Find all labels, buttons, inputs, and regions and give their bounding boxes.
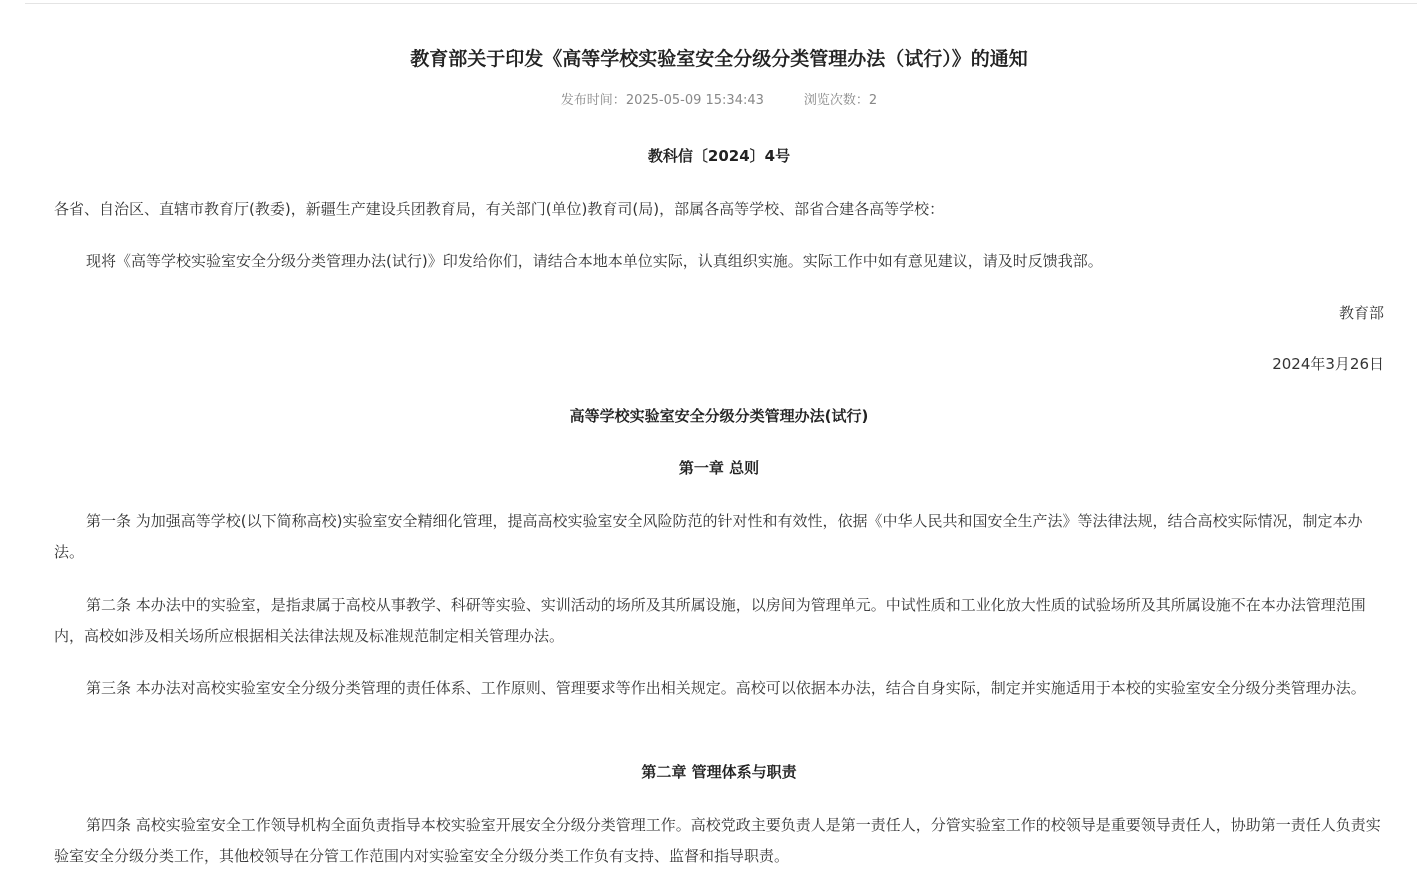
article-title: 教育部关于印发《高等学校实验室安全分级分类管理办法（试行）》的通知 — [410, 48, 1028, 70]
article-meta — [54, 90, 1384, 112]
article-4-paragraph: 第四条 高校实验室安全工作领导机构全面负责指导本校实验室开展安全分级分类管理工作。高校党政主要负责人是第一责任人，分管实验室工作的校领导是重要领导责任人，协助第一责任人负责实验室安全分级分类工作，其他校领导在分管工作范围内对实验室安全分级分类工作负有支持、监督和指导职责。 — [54, 816, 1381, 865]
top-divider — [25, 3, 1417, 4]
view-count-label: 浏览次数： — [803, 93, 869, 108]
notice-body-paragraph: 现将《高等学校实验室安全分级分类管理办法(试行)》印发给你们，请结合本地本单位实际，认真组织实施。实际工作中如有意见建议，请及时反馈我部。 — [86, 252, 1103, 270]
document-number: 教科信〔2024〕4号 — [647, 147, 791, 165]
article-2-paragraph: 第二条 本办法中的实验室，是指隶属于高校从事教学、科研等实验、实训活动的场所及其所属设施，以房间为管理单元。中试性质和工业化放大性质的试验场所及其所属设施不在本办法管理范围内，高校如涉及相关场所应根据相关法律法规及标准规范制定相关管理办法。 — [54, 596, 1366, 645]
measures-title: 高等学校实验室安全分级分类管理办法(试行) — [569, 407, 869, 425]
chapter-1-title: 第一章 总则 — [678, 459, 760, 477]
article-3-paragraph: 第三条 本办法对高校实验室安全分级分类管理的责任体系、工作原则、管理要求等作出相关规定。高校可以依据本办法，结合自身实际，制定并实施适用于本校的实验室安全分级分类管理办法。 — [86, 679, 1366, 697]
issue-date: 2024年3月26日 — [1272, 355, 1384, 373]
signer: 教育部 — [1338, 304, 1384, 322]
publish-time-value: 2025-05-09 15:34:43 — [625, 93, 764, 108]
chapter-2-title: 第二章 管理体系与职责 — [641, 763, 797, 781]
recipients-paragraph: 各省、自治区、直辖市教育厅(教委)，新疆生产建设兵团教育局，有关部门(单位)教育司(局)，部属各高等学校、部省合建各高等学校： — [54, 200, 945, 218]
publish-time-label: 发布时间： — [560, 93, 626, 108]
view-count-value: 2 — [868, 93, 878, 108]
article-1-paragraph: 第一条 为加强高等学校(以下简称高校)实验室安全精细化管理，提高高校实验室安全风险防范的针对性和有效性，依据《中华人民共和国安全生产法》等法律法规，结合高校实际情况，制定本办法。 — [54, 512, 1363, 561]
